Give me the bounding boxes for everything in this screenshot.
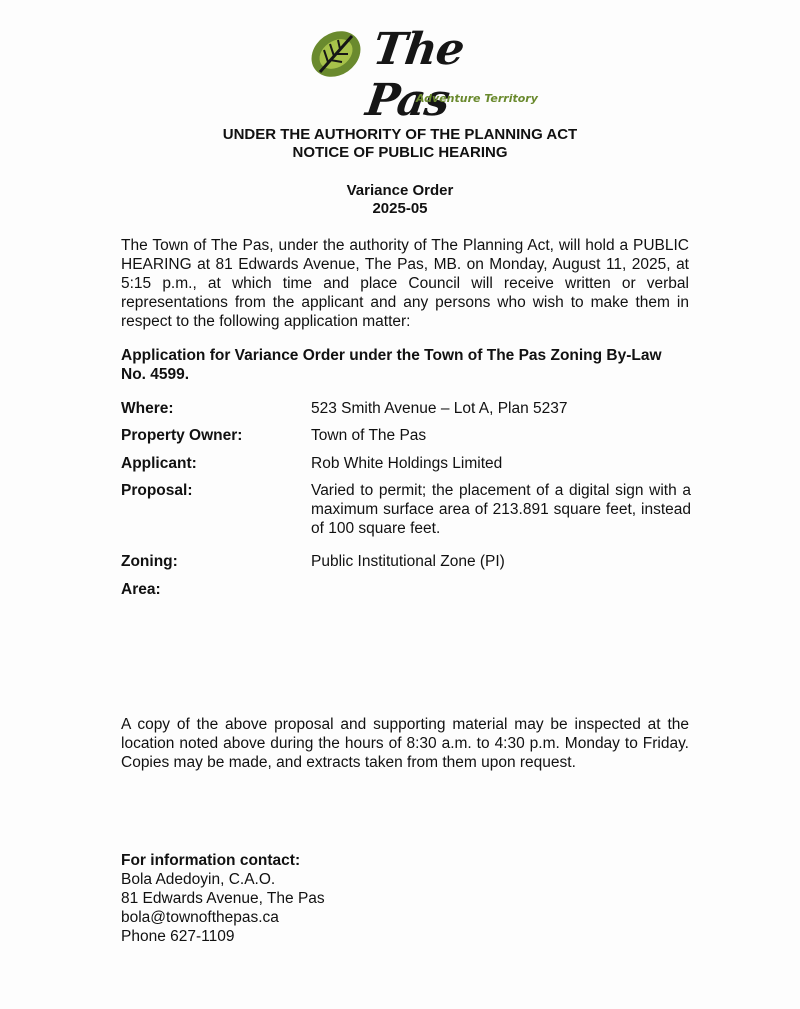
header-line-1: UNDER THE AUTHORITY OF THE PLANNING ACT: [222, 126, 578, 143]
logo-tagline: Adventure Territory: [416, 92, 538, 105]
detail-value: Rob White Holdings Limited: [311, 455, 503, 472]
contact-block: [121, 851, 325, 946]
leaf-icon: [300, 14, 370, 84]
inspection-paragraph: A copy of the above proposal and supporting material may be inspected at the location noted above during the hours of 8:30 a.m. to 4:30 p.m. Monday to Friday. Copies may be made, and extracts taken from them upon request.: [121, 716, 689, 771]
detail-label: Proposal:: [121, 482, 193, 499]
detail-value: Varied to permit; the placement of a digital sign with a maximum surface area of 213.891 square feet, instead of 100 square feet.: [311, 482, 691, 537]
detail-value: Public Institutional Zone (PI): [311, 553, 505, 570]
detail-label: Zoning:: [121, 553, 178, 570]
detail-label: Where:: [121, 400, 174, 417]
detail-value: 523 Smith Avenue – Lot A, Plan 5237: [311, 400, 568, 417]
logo-wordmark: The Pas: [362, 24, 467, 126]
contact-name: Bola Adedoyin, C.A.O.: [121, 871, 276, 888]
title-line-2: 2025-05: [372, 200, 428, 217]
detail-label: Applicant:: [121, 455, 197, 472]
detail-label: Property Owner:: [121, 427, 243, 444]
application-heading: Application for Variance Order under the Town of The Pas Zoning By-Law No. 4599.: [121, 347, 662, 383]
contact-phone: Phone 627-1109: [121, 928, 235, 945]
detail-value: Town of The Pas: [311, 427, 427, 444]
intro-paragraph: The Town of The Pas, under the authority of The Planning Act, will hold a PUBLIC HEARING at 81 Edwards Avenue, The Pas, MB. on Monday, August 11, 2025, at 5:15 p.m., at which time and place Council will receive written or verbal representations from the applicant and any persons who wish to make them in respect to the following application matter:: [121, 237, 689, 330]
contact-address: 81 Edwards Avenue, The Pas: [121, 890, 325, 907]
town-logo: [300, 14, 540, 126]
contact-email[interactable]: bola@townofthepas.ca: [121, 909, 279, 926]
header-line-2: NOTICE OF PUBLIC HEARING: [292, 144, 508, 161]
notice-title: [0, 182, 800, 218]
detail-label: Area:: [121, 581, 161, 598]
contact-heading: For information contact:: [121, 852, 301, 869]
notice-header: [0, 126, 800, 162]
title-line-1: Variance Order: [346, 182, 454, 199]
